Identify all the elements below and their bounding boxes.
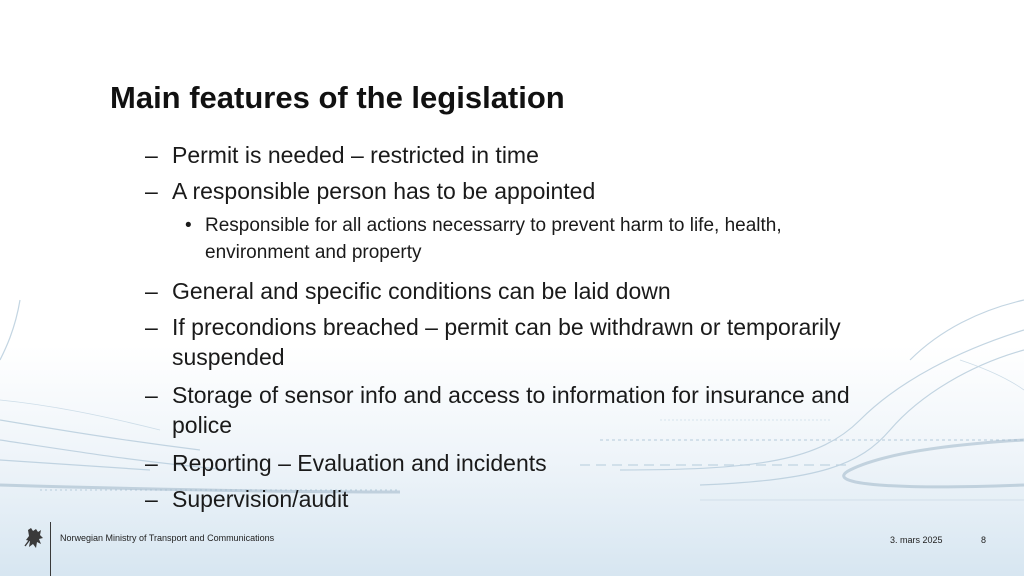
bullet-marker: – (145, 178, 158, 204)
bullet-item (145, 176, 905, 206)
footer-divider (50, 522, 51, 576)
bullet-item (145, 312, 905, 372)
footer-ministry: Norwegian Ministry of Transport and Communications (60, 533, 275, 543)
bullet-text: If precondions breached – permit can be withdrawn or temporarily suspended (172, 314, 841, 370)
sub-bullet-marker: • (185, 215, 192, 236)
bullet-marker: – (145, 314, 158, 340)
sub-bullet-text: Responsible for all actions necessarry to prevent harm to life, health, environment and property (205, 215, 782, 263)
bullet-marker: – (145, 486, 158, 512)
sub-bullet-item (185, 212, 865, 266)
bullet-item (145, 276, 905, 306)
bullet-text: Reporting – Evaluation and incidents (172, 450, 547, 476)
slide-title: Main features of the legislation (110, 80, 565, 115)
bullet-marker: – (145, 450, 158, 476)
bullet-item (145, 140, 905, 170)
footer-date: 3. mars 2025 (890, 535, 943, 545)
footer-page-number: 8 (981, 535, 987, 545)
bullet-item (145, 484, 905, 514)
bullet-text: Supervision/audit (172, 486, 349, 512)
bullet-text: A responsible person has to be appointed (172, 178, 596, 204)
bullet-text: General and specific conditions can be laid down (172, 278, 671, 304)
bullet-item (145, 448, 905, 478)
bullet-marker: – (145, 142, 158, 168)
bullet-item (145, 380, 905, 440)
bullet-text: Permit is needed – restricted in time (172, 142, 539, 168)
bullet-text: Storage of sensor info and access to information for insurance and police (172, 382, 850, 438)
bullet-marker: – (145, 278, 158, 304)
norwegian-lion-coat-of-arms-icon (22, 526, 48, 552)
bullet-marker: – (145, 382, 158, 408)
